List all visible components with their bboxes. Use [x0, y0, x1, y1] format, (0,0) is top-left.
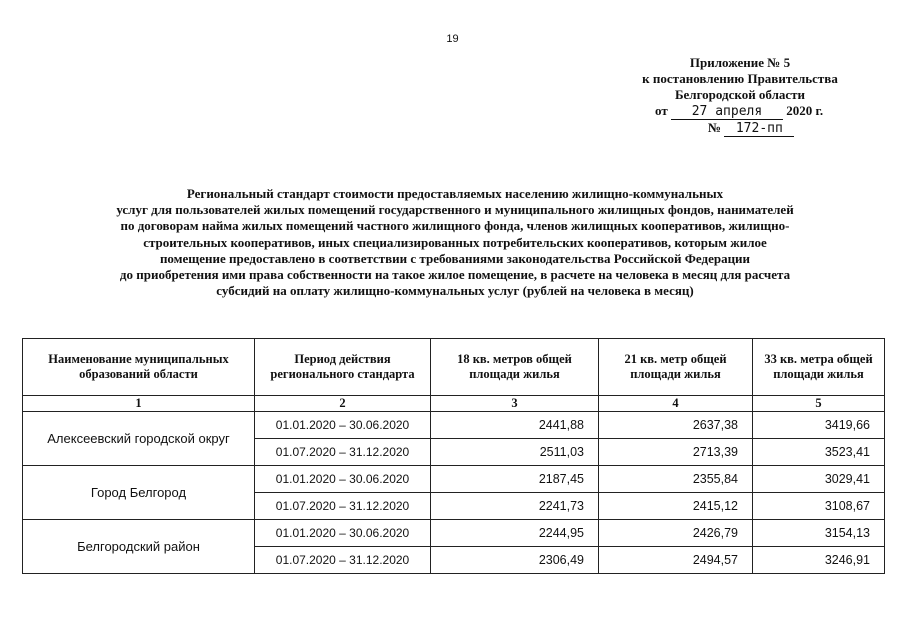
column-number: 4 [599, 396, 753, 412]
value-21sqm: 2637,38 [599, 412, 753, 439]
column-number: 3 [431, 396, 599, 412]
handwritten-date: 27 апреля [671, 105, 783, 120]
value-18sqm: 2187,45 [431, 466, 599, 493]
document-title [55, 186, 855, 299]
title-line: услуг для пользователей жилых помещений государственного и муниципального жилищных фондов, нанимателей [116, 202, 794, 218]
value-33sqm: 3108,67 [753, 493, 885, 520]
appendix-number-line [590, 120, 890, 137]
value-21sqm: 2426,79 [599, 520, 753, 547]
region-name: Белгородский район [23, 520, 255, 574]
value-33sqm: 3523,41 [753, 439, 885, 466]
table-row [23, 466, 885, 493]
title-line: до приобретения ими права собственности на такое жилое помещение, в расчете на человека в месяц для расчета [119, 267, 791, 283]
handwritten-number: 172-пп [724, 122, 794, 137]
value-33sqm: 3029,41 [753, 466, 885, 493]
appendix-resolution: к постановлению Правительства [642, 71, 838, 86]
value-21sqm: 2415,12 [599, 493, 753, 520]
column-number: 2 [255, 396, 431, 412]
value-33sqm: 3419,66 [753, 412, 885, 439]
period-cell: 01.07.2020 – 31.12.2020 [255, 547, 431, 574]
title-line: субсидий на оплату жилищно-коммунальных услуг (рублей на человека в месяц) [216, 283, 694, 299]
number-prefix: № [708, 120, 722, 135]
column-number: 1 [23, 396, 255, 412]
appendix-date-line [590, 103, 890, 120]
period-cell: 01.07.2020 – 31.12.2020 [255, 493, 431, 520]
value-21sqm: 2355,84 [599, 466, 753, 493]
header-period: Период действия регионального стандарта [255, 339, 431, 396]
value-18sqm: 2244,95 [431, 520, 599, 547]
period-cell: 01.01.2020 – 30.06.2020 [255, 466, 431, 493]
title-line: Региональный стандарт стоимости предоставляемых населению жилищно-коммунальных [186, 186, 724, 201]
appendix-title: Приложение № 5 [689, 55, 791, 70]
header-21sqm: 21 кв. метр общей площади жилья [599, 339, 753, 396]
date-prefix: от [655, 103, 668, 118]
appendix-header [590, 55, 890, 137]
title-line: помещение предоставлено в соответствии с требованиями законодательства Российской Федерации [159, 250, 751, 266]
header-33sqm: 33 кв. метра общей площади жилья [753, 339, 885, 396]
value-18sqm: 2441,88 [431, 412, 599, 439]
value-33sqm: 3246,91 [753, 547, 885, 574]
value-21sqm: 2494,57 [599, 547, 753, 574]
period-cell: 01.07.2020 – 31.12.2020 [255, 439, 431, 466]
period-cell: 01.01.2020 – 30.06.2020 [255, 412, 431, 439]
column-number: 5 [753, 396, 885, 412]
page-number: 19 [446, 33, 459, 45]
title-line: по договорам найма жилых помещений частного жилищного фонда, членов жилищных кооперативов, жилищно- [120, 218, 790, 234]
date-suffix: 2020 г. [786, 103, 824, 118]
value-18sqm: 2306,49 [431, 547, 599, 574]
header-municipality: Наименование муниципальных образований области [23, 339, 255, 396]
table-row [23, 412, 885, 439]
header-18sqm: 18 кв. метров общей площади жилья [431, 339, 599, 396]
period-cell: 01.01.2020 – 30.06.2020 [255, 520, 431, 547]
appendix-region: Белгородской области [674, 87, 806, 102]
table-row [23, 520, 885, 547]
region-name: Город Белгород [23, 466, 255, 520]
value-21sqm: 2713,39 [599, 439, 753, 466]
value-18sqm: 2511,03 [431, 439, 599, 466]
column-number-row [23, 396, 885, 412]
value-18sqm: 2241,73 [431, 493, 599, 520]
standard-table [22, 338, 885, 574]
region-name: Алексеевский городской округ [23, 412, 255, 466]
value-33sqm: 3154,13 [753, 520, 885, 547]
table-header-row [23, 339, 885, 396]
title-line: строительных кооперативов, иных специализированных потребительских кооперативов, которым жилое [143, 234, 767, 250]
